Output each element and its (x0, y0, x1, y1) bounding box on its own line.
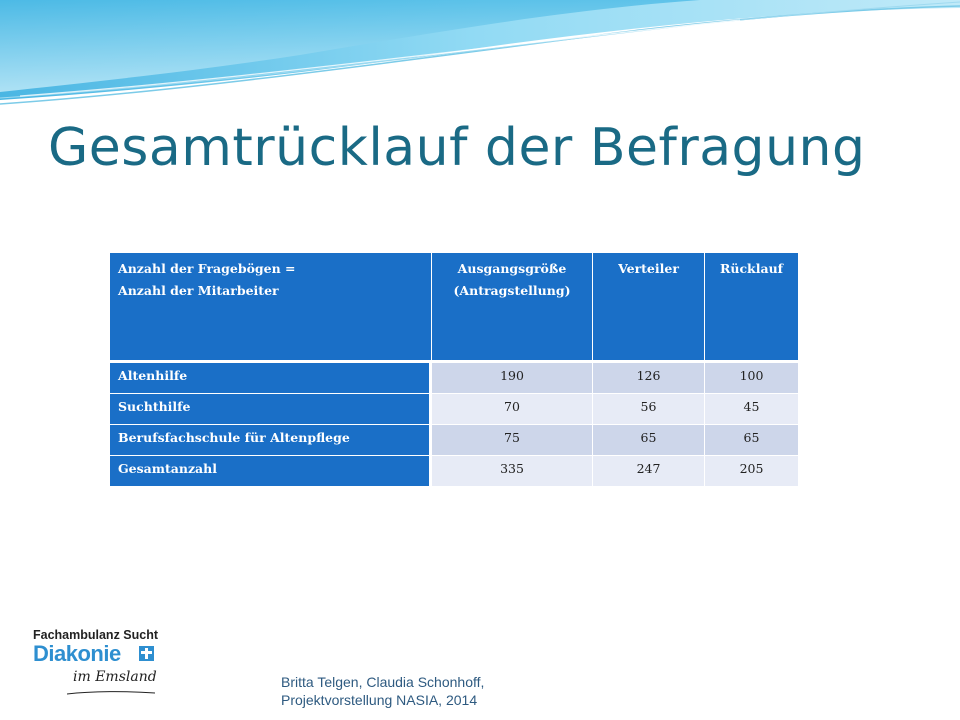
table-row (110, 425, 798, 456)
cell-ausgangsgroesse: 75 (432, 425, 593, 456)
cell-verteiler: 247 (593, 456, 705, 487)
response-table (110, 253, 798, 487)
cell-ruecklauf: 205 (705, 456, 798, 487)
row-label: Gesamtanzahl (110, 456, 432, 487)
footer-credits (281, 673, 484, 709)
row-label: Suchthilfe (110, 394, 432, 425)
header-ausgangsgroesse-line1: Ausgangsgröße (457, 261, 567, 276)
header-fragebogen-line2: Anzahl der Mitarbeiter (118, 283, 279, 298)
cell-ruecklauf: 65 (705, 425, 798, 456)
cell-verteiler: 65 (593, 425, 705, 456)
footer-project: Projektvorstellung NASIA, 2014 (281, 692, 478, 708)
cell-ausgangsgroesse: 70 (432, 394, 593, 425)
table-row (110, 363, 798, 394)
header-ausgangsgroesse-line2: (Antragstellung) (453, 283, 571, 298)
cell-ausgangsgroesse: 335 (432, 456, 593, 487)
header-ausgangsgroesse (432, 253, 593, 363)
row-label: Berufsfachschule für Altenpflege (110, 425, 432, 456)
cell-verteiler: 56 (593, 394, 705, 425)
logo-line-emsland: im Emsland (73, 669, 157, 685)
diakonie-cross-icon (139, 646, 154, 661)
cell-ruecklauf: 45 (705, 394, 798, 425)
logo-line-fachambulanz: Fachambulanz Sucht (33, 628, 159, 642)
row-label: Altenhilfe (110, 363, 432, 394)
slide-title: Gesamtrücklauf der Befragung (48, 118, 866, 178)
header-verteiler: Verteiler (593, 253, 705, 363)
table-header-row (110, 253, 798, 363)
header-fragebogen (110, 253, 432, 363)
header-ruecklauf: Rücklauf (705, 253, 798, 363)
header-wave-decoration (0, 0, 960, 120)
cell-ausgangsgroesse: 190 (432, 363, 593, 394)
logo-underline-swash (67, 690, 155, 696)
footer-authors: Britta Telgen, Claudia Schonhoff, (281, 674, 485, 690)
table-row (110, 456, 798, 487)
header-fragebogen-line1: Anzahl der Fragebögen = (118, 261, 296, 276)
cell-ruecklauf: 100 (705, 363, 798, 394)
cell-verteiler: 126 (593, 363, 705, 394)
table-row (110, 394, 798, 425)
logo-line-diakonie: Diakonie (33, 641, 121, 666)
diakonie-logo (33, 628, 158, 698)
